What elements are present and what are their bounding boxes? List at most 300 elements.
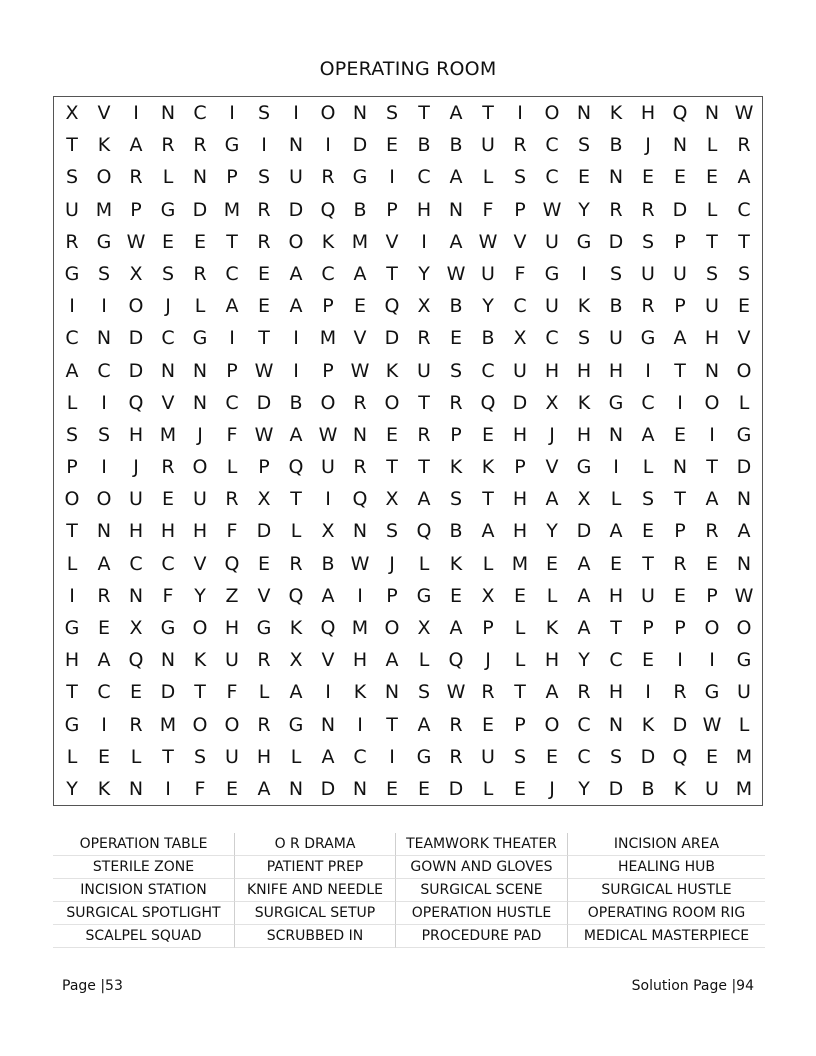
grid-letter: R — [129, 713, 143, 736]
grid-letter: C — [737, 198, 751, 221]
grid-letter: S — [385, 102, 399, 125]
grid-letter: P — [674, 616, 686, 639]
grid-letter: L — [482, 777, 494, 800]
grid-letter: N — [704, 359, 720, 382]
grid-letter: O — [384, 616, 400, 639]
grid-letter: E — [225, 777, 238, 800]
grid-letter: T — [610, 616, 622, 639]
grid-letter: E — [545, 552, 558, 575]
word-list-item: O R DRAMA — [235, 833, 396, 856]
grid-letter: G — [704, 681, 720, 704]
grid-letter: F — [226, 681, 238, 704]
grid-letter: E — [385, 134, 398, 157]
grid-letter: I — [229, 102, 235, 125]
grid-letter: I — [357, 584, 363, 607]
grid-letter: V — [513, 230, 527, 253]
grid-letter: P — [66, 456, 78, 479]
word-list-item: SURGICAL HUSTLE — [568, 879, 765, 902]
grid-letter: B — [417, 134, 431, 157]
grid-letter: I — [293, 102, 299, 125]
grid-letter: P — [322, 295, 334, 318]
grid-letter: Y — [194, 584, 206, 607]
grid-letter: D — [736, 456, 752, 479]
grid-letter: A — [449, 616, 463, 639]
grid-letter: I — [101, 456, 107, 479]
grid-letter: Q — [224, 552, 240, 575]
word-list-item: SURGICAL SCENE — [396, 879, 568, 902]
grid-letter: B — [321, 552, 335, 575]
grid-letter: U — [321, 456, 335, 479]
grid-letter: O — [192, 713, 208, 736]
grid-letter: J — [197, 423, 203, 446]
grid-letter: K — [97, 134, 111, 157]
grid-letter: N — [608, 166, 624, 189]
grid-letter: L — [258, 681, 270, 704]
grid-letter: O — [224, 713, 240, 736]
grid-letter: K — [673, 777, 687, 800]
grid-letter: A — [449, 230, 463, 253]
grid-letter: H — [640, 102, 656, 125]
grid-letter: N — [704, 102, 720, 125]
grid-letter: A — [65, 359, 79, 382]
grid-letter: R — [353, 391, 367, 414]
grid-letter: A — [417, 488, 431, 511]
grid-letter: X — [289, 649, 303, 672]
word-list — [53, 833, 765, 948]
grid-letter: Q — [320, 198, 336, 221]
grid-letter: M — [223, 198, 241, 221]
grid-letter: P — [226, 166, 238, 189]
grid-letter: K — [289, 616, 303, 639]
grid-letter: E — [545, 745, 558, 768]
grid-letter: S — [705, 262, 719, 285]
grid-letter: U — [705, 777, 719, 800]
grid-letter: T — [738, 230, 750, 253]
grid-letter: Q — [320, 616, 336, 639]
grid-letter: D — [640, 745, 656, 768]
grid-letter: H — [704, 327, 720, 350]
grid-letter: M — [351, 616, 369, 639]
grid-letter: L — [290, 520, 302, 543]
grid-letter: I — [389, 166, 395, 189]
grid-letter: A — [449, 166, 463, 189]
grid-letter: A — [289, 295, 303, 318]
grid-letter: B — [609, 295, 623, 318]
grid-letter: N — [288, 134, 304, 157]
grid-letter: C — [97, 359, 111, 382]
grid-letter: I — [325, 134, 331, 157]
grid-letter: R — [129, 166, 143, 189]
grid-letter: J — [485, 649, 491, 672]
grid-letter: R — [289, 552, 303, 575]
grid-letter: F — [514, 262, 526, 285]
grid-letter: T — [482, 102, 494, 125]
grid-letter: L — [546, 584, 558, 607]
grid-letter: K — [353, 681, 367, 704]
grid-letter: G — [736, 423, 752, 446]
grid-letter: L — [642, 456, 654, 479]
grid-letter: L — [482, 166, 494, 189]
word-list-item: OPERATING ROOM RIG — [568, 902, 765, 925]
grid-letter: L — [290, 745, 302, 768]
grid-letter: N — [96, 520, 112, 543]
grid-letter: W — [542, 198, 562, 221]
grid-letter: S — [193, 745, 207, 768]
grid-letter: G — [192, 327, 208, 350]
grid-letter: A — [737, 166, 751, 189]
grid-letter: L — [162, 166, 174, 189]
grid-letter: I — [101, 391, 107, 414]
grid-letter: A — [289, 423, 303, 446]
grid-letter: R — [513, 134, 527, 157]
grid-letter: D — [448, 777, 464, 800]
grid-letter: E — [449, 327, 462, 350]
grid-letter: R — [321, 166, 335, 189]
grid-letter: O — [128, 295, 144, 318]
grid-letter: R — [161, 134, 175, 157]
word-list-item: SURGICAL SETUP — [235, 902, 396, 925]
grid-letter: D — [128, 327, 144, 350]
grid-letter: R — [705, 520, 719, 543]
grid-letter: W — [734, 102, 754, 125]
grid-letter: G — [416, 584, 432, 607]
grid-letter: N — [608, 713, 624, 736]
grid-letter: T — [706, 230, 718, 253]
grid-letter: X — [417, 295, 431, 318]
word-list-item: STERILE ZONE — [53, 856, 235, 879]
grid-letter: Q — [448, 649, 464, 672]
grid-letter: K — [385, 359, 399, 382]
grid-letter: I — [69, 295, 75, 318]
grid-letter: R — [65, 230, 79, 253]
grid-letter: V — [353, 327, 367, 350]
grid-letter: E — [513, 777, 526, 800]
grid-letter: A — [289, 262, 303, 285]
grid-letter: M — [159, 713, 177, 736]
grid-letter: C — [609, 649, 623, 672]
grid-letter: W — [350, 359, 370, 382]
grid-letter: Q — [288, 456, 304, 479]
grid-letter: I — [325, 681, 331, 704]
grid-letter: T — [226, 230, 238, 253]
grid-letter: G — [576, 230, 592, 253]
grid-letter: H — [160, 520, 176, 543]
grid-letter: E — [257, 295, 270, 318]
grid-letter: L — [194, 295, 206, 318]
grid-letter: E — [481, 713, 494, 736]
grid-letter: R — [449, 745, 463, 768]
grid-letter: C — [545, 134, 559, 157]
grid-letter: C — [161, 552, 175, 575]
grid-letter: O — [96, 488, 112, 511]
grid-letter: S — [257, 166, 271, 189]
grid-letter: P — [322, 359, 334, 382]
grid-letter: A — [705, 488, 719, 511]
grid-letter: R — [97, 584, 111, 607]
grid-letter: A — [577, 552, 591, 575]
grid-letter: A — [97, 552, 111, 575]
grid-letter: D — [192, 198, 208, 221]
grid-letter: T — [482, 488, 494, 511]
grid-letter: B — [289, 391, 303, 414]
grid-letter: H — [544, 649, 560, 672]
grid-letter: T — [162, 745, 174, 768]
grid-letter: Y — [578, 649, 590, 672]
grid-letter: X — [417, 616, 431, 639]
grid-letter: R — [353, 456, 367, 479]
grid-letter: U — [481, 262, 495, 285]
grid-letter: P — [258, 456, 270, 479]
grid-letter: Q — [672, 102, 688, 125]
grid-letter: W — [446, 262, 466, 285]
grid-letter: I — [613, 456, 619, 479]
grid-letter: B — [353, 198, 367, 221]
grid-letter: G — [288, 713, 304, 736]
grid-letter: R — [417, 423, 431, 446]
grid-letter: P — [514, 713, 526, 736]
grid-letter: A — [481, 520, 495, 543]
grid-letter: O — [736, 359, 752, 382]
grid-letter: X — [65, 102, 79, 125]
grid-letter: Y — [418, 262, 430, 285]
grid-letter: O — [320, 391, 336, 414]
grid-letter: J — [165, 295, 171, 318]
grid-letter: M — [319, 327, 337, 350]
grid-letter: Q — [384, 295, 400, 318]
grid-letter: O — [192, 616, 208, 639]
grid-letter: L — [706, 134, 718, 157]
grid-letter: G — [416, 745, 432, 768]
grid-letter: K — [193, 649, 207, 672]
grid-letter: P — [514, 198, 526, 221]
grid-letter: E — [609, 552, 622, 575]
grid-letter: D — [608, 230, 624, 253]
grid-letter: S — [609, 745, 623, 768]
grid-letter: J — [133, 456, 139, 479]
grid-letter: G — [64, 616, 80, 639]
grid-letter: V — [385, 230, 399, 253]
grid-letter: R — [481, 681, 495, 704]
grid-letter: I — [101, 713, 107, 736]
grid-letter: N — [128, 584, 144, 607]
solution-page-reference: Solution Page |94 — [631, 978, 754, 994]
grid-letter: A — [641, 423, 655, 446]
grid-letter: L — [418, 649, 430, 672]
grid-letter: R — [225, 488, 239, 511]
grid-letter: A — [321, 584, 335, 607]
grid-letter: W — [254, 423, 274, 446]
page-number: Page |53 — [62, 978, 123, 994]
grid-letter: A — [321, 745, 335, 768]
word-list-item: GOWN AND GLOVES — [396, 856, 568, 879]
grid-letter: O — [320, 102, 336, 125]
grid-letter: H — [128, 520, 144, 543]
grid-letter: E — [641, 166, 654, 189]
grid-letter: I — [293, 359, 299, 382]
grid-letter: F — [226, 520, 238, 543]
grid-letter: G — [352, 166, 368, 189]
grid-letter: M — [159, 423, 177, 446]
grid-letter: T — [66, 134, 78, 157]
grid-letter: Y — [482, 295, 494, 318]
grid-letter: E — [353, 295, 366, 318]
word-list-item: HEALING HUB — [568, 856, 765, 879]
grid-letter: A — [737, 520, 751, 543]
grid-letter: L — [738, 391, 750, 414]
grid-letter: Q — [128, 649, 144, 672]
grid-letter: G — [576, 456, 592, 479]
grid-letter: E — [481, 423, 494, 446]
grid-letter: G — [64, 713, 80, 736]
grid-letter: V — [545, 456, 559, 479]
grid-letter: I — [645, 681, 651, 704]
grid-letter: M — [351, 230, 369, 253]
grid-letter: K — [97, 777, 111, 800]
grid-letter: J — [549, 777, 555, 800]
grid-letter: U — [193, 488, 207, 511]
grid-letter: N — [352, 102, 368, 125]
grid-letter: H — [576, 423, 592, 446]
grid-letter: D — [352, 134, 368, 157]
grid-letter: E — [161, 488, 174, 511]
grid-letter: D — [384, 327, 400, 350]
grid-letter: U — [129, 488, 143, 511]
grid-letter: H — [576, 359, 592, 382]
grid-letter: X — [129, 616, 143, 639]
grid-letter: C — [65, 327, 79, 350]
grid-letter: R — [257, 713, 271, 736]
grid-letter: D — [672, 198, 688, 221]
grid-letter: A — [385, 649, 399, 672]
grid-letter: N — [96, 327, 112, 350]
grid-letter: S — [641, 230, 655, 253]
grid-letter: S — [609, 262, 623, 285]
grid-letter: C — [353, 745, 367, 768]
grid-letter: E — [577, 166, 590, 189]
grid-letter: S — [417, 681, 431, 704]
word-list-item: PATIENT PREP — [235, 856, 396, 879]
grid-letter: V — [737, 327, 751, 350]
grid-letter: P — [514, 456, 526, 479]
grid-letter: L — [706, 198, 718, 221]
grid-letter: D — [256, 520, 272, 543]
grid-letter: K — [641, 713, 655, 736]
word-list-item: PROCEDURE PAD — [396, 925, 568, 948]
grid-letter: Q — [288, 584, 304, 607]
grid-letter: R — [449, 713, 463, 736]
grid-letter: K — [577, 295, 591, 318]
grid-letter: E — [673, 584, 686, 607]
grid-letter: U — [225, 745, 239, 768]
grid-letter: H — [224, 616, 240, 639]
grid-letter: O — [64, 488, 80, 511]
grid-letter: K — [609, 102, 623, 125]
grid-letter: K — [577, 391, 591, 414]
grid-letter: C — [577, 745, 591, 768]
grid-letter: C — [161, 327, 175, 350]
grid-letter: X — [481, 584, 495, 607]
grid-letter: N — [352, 777, 368, 800]
grid-letter: C — [225, 262, 239, 285]
grid-letter: P — [226, 359, 238, 382]
grid-letter: W — [350, 552, 370, 575]
grid-letter: H — [256, 745, 272, 768]
grid-letter: I — [709, 649, 715, 672]
grid-letter: D — [128, 359, 144, 382]
grid-letter: D — [160, 681, 176, 704]
grid-letter: S — [641, 488, 655, 511]
grid-letter: R — [609, 198, 623, 221]
grid-letter: U — [289, 166, 303, 189]
grid-letter: M — [735, 777, 753, 800]
grid-letter: N — [672, 456, 688, 479]
grid-letter: E — [513, 584, 526, 607]
grid-letter: C — [225, 391, 239, 414]
grid-letter: V — [321, 649, 335, 672]
grid-letter: U — [737, 681, 751, 704]
grid-letter: U — [705, 295, 719, 318]
word-list-item: OPERATION TABLE — [53, 833, 235, 856]
grid-letter: R — [161, 456, 175, 479]
grid-letter: O — [544, 713, 560, 736]
grid-letter: M — [95, 198, 113, 221]
word-list-item: INCISION STATION — [53, 879, 235, 902]
grid-letter: K — [321, 230, 335, 253]
grid-letter: T — [418, 456, 430, 479]
grid-letter: N — [352, 520, 368, 543]
grid-letter: R — [257, 230, 271, 253]
grid-letter: U — [513, 359, 527, 382]
grid-letter: H — [416, 198, 432, 221]
grid-letter: U — [673, 262, 687, 285]
grid-letter: P — [642, 616, 654, 639]
grid-letter: I — [677, 391, 683, 414]
grid-letter: G — [608, 391, 624, 414]
grid-letter: J — [549, 423, 555, 446]
grid-letter: B — [449, 134, 463, 157]
grid-letter: L — [482, 552, 494, 575]
grid-letter: U — [609, 327, 623, 350]
grid-letter: L — [738, 713, 750, 736]
grid-letter: K — [545, 616, 559, 639]
grid-letter: T — [674, 488, 686, 511]
grid-letter: T — [194, 681, 206, 704]
grid-letter: I — [133, 102, 139, 125]
grid-letter: N — [192, 391, 208, 414]
word-list-item: SCRUBBED IN — [235, 925, 396, 948]
grid-letter: O — [96, 166, 112, 189]
grid-letter: Y — [578, 777, 590, 800]
grid-letter: H — [64, 649, 80, 672]
grid-letter: W — [126, 230, 146, 253]
grid-letter: U — [481, 134, 495, 157]
grid-letter: O — [704, 616, 720, 639]
word-list-item: KNIFE AND NEEDLE — [235, 879, 396, 902]
grid-letter: E — [417, 777, 430, 800]
grid-letter: Z — [225, 584, 239, 607]
grid-letter: R — [257, 649, 271, 672]
grid-letter: K — [449, 552, 463, 575]
grid-letter: E — [257, 262, 270, 285]
grid-letter: C — [545, 327, 559, 350]
grid-letter: L — [66, 391, 78, 414]
grid-letter: I — [517, 102, 523, 125]
grid-letter: X — [577, 488, 591, 511]
grid-letter: O — [192, 456, 208, 479]
grid-letter: Y — [546, 520, 558, 543]
grid-letter: A — [545, 488, 559, 511]
grid-letter: M — [511, 552, 529, 575]
